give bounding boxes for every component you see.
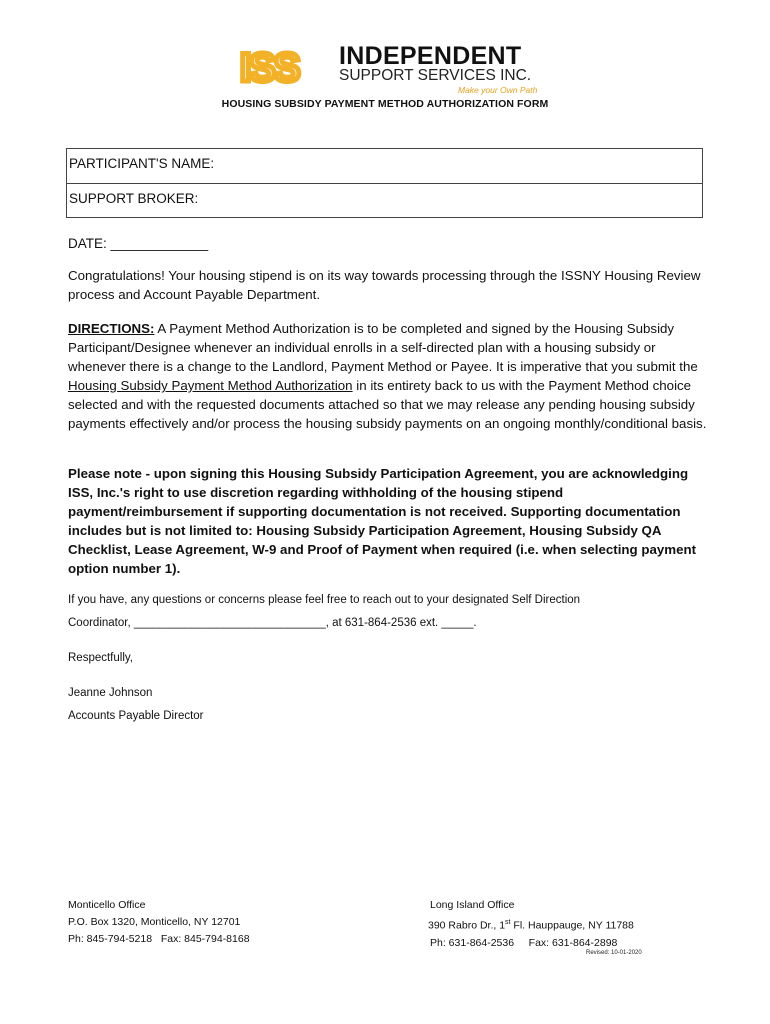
- long-island-office-phone: Ph: 631-864-2536 Fax: 631-864-2898: [430, 936, 618, 949]
- directions-text-2: in its entirety back to us with the Payment Method choice selected and with the requested documents attached so that we may release any pending housing subsidy payments effectively and/or process the housing subsidy payments on an ongoing monthly/conditional basis.: [68, 378, 707, 431]
- monticello-office-address: P.O. Box 1320, Monticello, NY 12701: [68, 916, 241, 928]
- note-paragraph: Please note - upon signing this Housing Subsidy Participation Agreement, you are acknowledging ISS, Inc.'s right to use discretion regarding withholding of the housing stipend payment/reimbursement if supporting documentation is not received. Supporting documentation includes but is not limited to: Housing Subsidy Participation Agreement, Housing Subsidy QA Checklist, Lease Agreement, W-9 and Proof of Payment when required (i.e. when selecting payment option number 1).: [68, 466, 697, 576]
- long-island-office-block: [428, 897, 634, 952]
- support-broker-label: SUPPORT BROKER:: [69, 191, 199, 206]
- directions-heading: DIRECTIONS:: [68, 321, 155, 336]
- congratulations-paragraph: Congratulations! Your housing stipend is on its way towards processing through the ISSNY Housing Review process and Account Payable Department.: [68, 268, 701, 302]
- monticello-office-name: Monticello Office: [68, 899, 146, 911]
- long-island-office-name: Long Island Office: [430, 899, 515, 911]
- form-reference-link: Housing Subsidy Payment Method Authorization: [68, 378, 353, 393]
- svg-text:ISS: ISS: [240, 47, 299, 85]
- company-logo: [240, 42, 538, 95]
- contact-line-1: If you have, any questions or concerns please feel free to reach out to your designated Self Direction: [68, 594, 581, 606]
- signatory-title: Accounts Payable Director: [68, 710, 204, 722]
- closing-respectfully: Respectfully,: [68, 652, 133, 664]
- participant-name-field[interactable]: [67, 149, 702, 184]
- support-broker-field[interactable]: [67, 184, 702, 219]
- revised-date: Revised: 10-01-2020: [586, 950, 642, 956]
- participant-name-label: PARTICIPANT'S NAME:: [69, 156, 215, 171]
- contact-line-2: Coordinator, ______________________________, at 631-864-2536 ext. _____.: [68, 617, 477, 629]
- long-island-office-address: 390 Rabro Dr., 1st Fl. Hauppauge, NY 11788: [428, 919, 634, 932]
- company-subname: SUPPORT SERVICES INC.: [339, 67, 532, 84]
- company-name: INDEPENDENT: [339, 42, 522, 70]
- directions-paragraph: [68, 319, 708, 433]
- iss-logo-mark: [240, 47, 332, 85]
- monticello-office-phone: Ph: 845-794-5218 Fax: 845-794-8168: [68, 933, 250, 945]
- signatory-name: Jeanne Johnson: [68, 687, 153, 699]
- monticello-office-block: [68, 897, 250, 948]
- directions-text-1: A Payment Method Authorization is to be completed and signed by the Housing Subsidy Participant/Designee whenever an individual enrolls in a self-directed plan with a housing subsidy or whenever there is a change to the Landlord, Payment Method or Payee. It is imperative that you submit the: [68, 321, 698, 374]
- date-line: DATE: _____________: [68, 236, 209, 251]
- company-tagline: Make your Own Path: [458, 85, 538, 95]
- form-title: HOUSING SUBSIDY PAYMENT METHOD AUTHORIZATION FORM: [221, 98, 549, 110]
- participant-info-box: [66, 148, 703, 218]
